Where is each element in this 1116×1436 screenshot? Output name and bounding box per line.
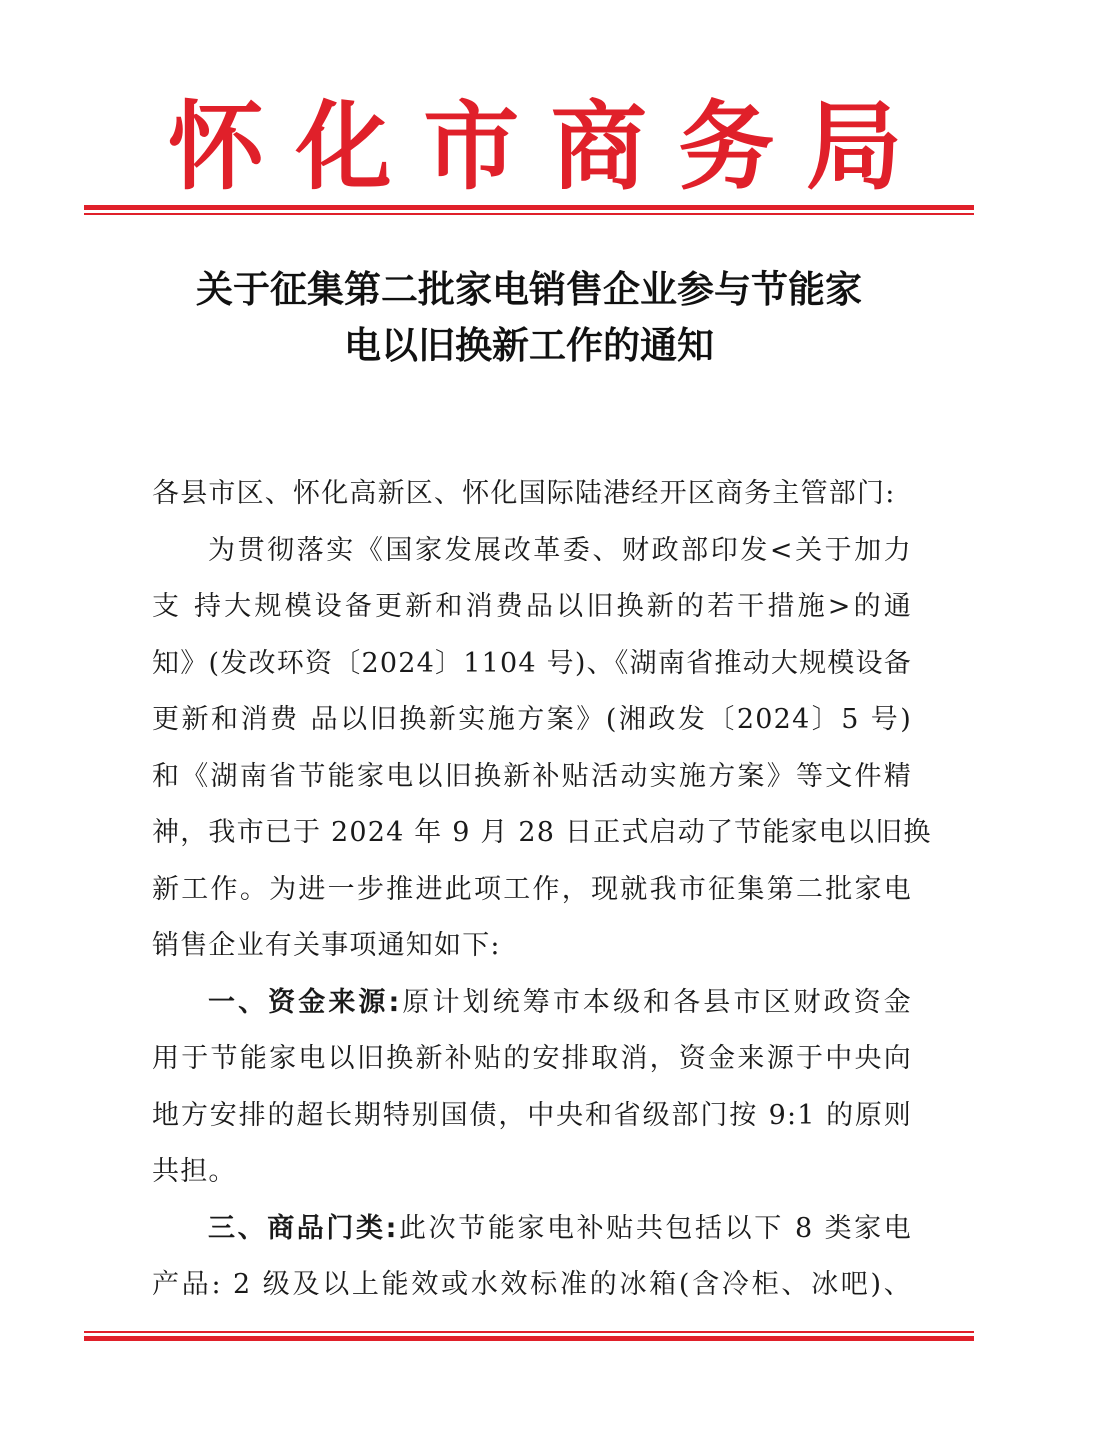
page-bottom-rule	[84, 1331, 974, 1341]
section3-first-line-text: 此次节能家电补贴共包括以下 8 类家电	[397, 1212, 912, 1244]
rule-thick-line	[84, 205, 974, 210]
letterhead-char: 局	[805, 90, 902, 203]
rule-thin-line	[84, 1331, 974, 1333]
section1-first-line-text: 原计划统筹市本级和各县市区财政资金	[400, 986, 913, 1018]
notice-title-line: 电以旧换新工作的通知	[344, 324, 714, 367]
letterhead-char: 商	[550, 90, 647, 203]
letterhead-char: 怀	[168, 90, 264, 203]
intro-line: 销售企业有关事项通知如下:	[152, 930, 501, 961]
section3-first-line	[152, 1201, 912, 1258]
section1-line: 共担。	[152, 1156, 237, 1187]
addressee-line: 各县市区、怀化高新区、怀化国际陆港经开区商务主管部门:	[152, 478, 896, 509]
letterhead-char: 市	[423, 90, 520, 203]
section1-first-line	[152, 975, 912, 1032]
intro-line: 新工作。为进一步推进此项工作，现就我市征集第二批家电	[152, 873, 912, 905]
intro-line: 支 持大规模设备更新和消费品以旧换新的若干措施>的通	[152, 591, 912, 622]
section1-line: 地方安排的超长期特别国债，中央和省级部门按 9:1 的原则	[152, 1099, 912, 1131]
section1-heading: 一、资金来源:	[208, 986, 401, 1018]
intro-line: 更新和消费 品以旧换新实施方案》(湘政发〔2024〕5 号)	[152, 704, 912, 735]
section3-heading: 三、商品门类:	[208, 1212, 398, 1244]
letterhead-org-name	[90, 92, 980, 202]
intro-line: 和《湖南省节能家电以旧换新补贴活动实施方案》等文件精	[152, 760, 912, 792]
notice-title	[84, 262, 974, 374]
letterhead-char: 化	[295, 90, 392, 203]
intro-line: 为贯彻落实《国家发展改革委、财政部印发<关于加力	[208, 534, 912, 566]
notice-title-line: 关于征集第二批家电销售企业参与节能家	[196, 268, 862, 311]
rule-thin-line	[84, 213, 974, 215]
section1-line: 用于节能家电以旧换新补贴的安排取消，资金来源于中央向	[152, 1043, 912, 1074]
intro-line: 知》(发改环资〔2024〕1104 号)、《湖南省推动大规模设备	[152, 647, 912, 679]
intro-line: 神，我市已于 2024 年 9 月 28 日正式启动了节能家电以旧换	[152, 817, 932, 848]
rule-thick-line	[84, 1336, 974, 1341]
document-body	[152, 466, 932, 1314]
letterhead-char: 务	[678, 90, 775, 203]
letterhead-top-rule	[84, 205, 974, 215]
section3-line: 产品: 2 级及以上能效或水效标准的冰箱(含冷柜、冰吧)、	[152, 1269, 912, 1300]
